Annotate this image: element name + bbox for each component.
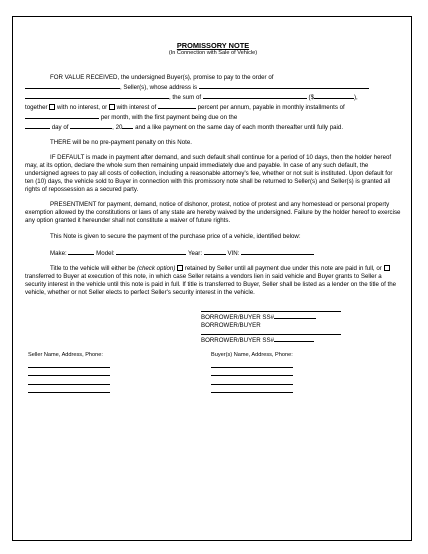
terms-text: with interest of	[116, 103, 157, 111]
borrower-ss-field[interactable]	[274, 312, 316, 319]
title-text: transferred to Buyer at execution of this note, in which case Seller retains a vendors lien in said vehicle and Buyer grants to Seller a security interest in the vehicle until this note is paid in full. If title is transferred to Buyer, Seller shall be listed as a lender on the title of the vehicle, whether or not Seller elects to perfect Seller's security interest in the vehicle.	[25, 273, 397, 297]
buyer-contact-column	[208, 352, 391, 393]
buyer-contact-line[interactable]	[211, 359, 293, 368]
model-field[interactable]	[116, 248, 186, 255]
title-text: Title to the vehicle will either be	[50, 265, 136, 273]
terms-text: , 20	[112, 123, 123, 131]
make-label: Make:	[50, 250, 67, 257]
terms-text: day of	[51, 123, 69, 131]
promissory-note	[25, 41, 401, 393]
check-option-note: (check option)	[136, 265, 176, 273]
terms-text: together	[25, 103, 48, 111]
installment-amount-blank[interactable]	[25, 112, 99, 119]
borrower-ss-label-2	[201, 335, 361, 345]
document-subtitle: (In Connection with Sale of Vehicle)	[168, 50, 258, 56]
prepayment-paragraph: THERE will be no pre-payment penalty on this Note.	[50, 138, 192, 146]
terms-text: with no interest, or	[56, 103, 108, 111]
seller-contact-column	[25, 352, 208, 393]
terms-text: ),	[354, 93, 358, 101]
terms-text: per month, with the first payment being due on the	[100, 113, 238, 121]
default-paragraph: IF DEFAULT is made in payment after demand, and such default shall continue for a period of 10 days, then the holder hereof may, at its option, declare the whole sum then remaining unpaid immediately due and payable. In case of any such default, the undersigned agrees to pay all costs of collection, including a reasonable attorney's fee, whether or not suit is instituted. Upon default for ten (10) days, the vehicle sold to Buyer in connection with this promissory note shall be returned to Seller(s) and Seller(s) is granted all rights of repossession as a secured party.	[25, 154, 393, 193]
due-month-blank[interactable]	[70, 122, 112, 129]
borrower-ss-label	[201, 312, 361, 322]
terms-text: , the sum of	[169, 93, 202, 101]
seller-address-blank-2[interactable]	[25, 92, 169, 99]
vehicle-identification	[50, 248, 401, 258]
vin-label: VIN:	[227, 250, 240, 257]
vin-field[interactable]	[241, 248, 314, 255]
borrower-ss-text: BORROWER/BUYER SS#	[201, 314, 275, 322]
borrower-ss-text: BORROWER/BUYER SS#	[201, 336, 275, 344]
borrower-label: BORROWER/BUYER	[201, 321, 261, 329]
amount-words-blank[interactable]	[203, 92, 307, 99]
with-interest-checkbox[interactable]	[109, 104, 115, 110]
make-field[interactable]	[68, 248, 94, 255]
buyer-contact-line[interactable]	[211, 368, 293, 377]
buyer-contact-header: Buyer(s) Name, Address, Phone:	[211, 352, 293, 359]
borrower-signature-line[interactable]	[201, 304, 341, 312]
due-day-blank[interactable]	[25, 122, 50, 129]
title-text: retained by Seller until all payment due under this note are paid in full, or	[184, 265, 382, 273]
terms-text: and a like payment on the same day of each month thereafter until fully paid.	[135, 123, 344, 131]
terms-text: FOR VALUE RECEIVED, the undersigned Buyer(s), promise to pay to the order of	[50, 74, 274, 81]
due-year-blank[interactable]	[122, 122, 133, 129]
seller-contact-line[interactable]	[28, 376, 110, 385]
amount-number-blank[interactable]	[314, 92, 354, 99]
title-transferred-checkbox[interactable]	[384, 265, 390, 271]
seller-contact-line[interactable]	[28, 359, 110, 368]
document-title: PROMISSORY NOTE	[176, 41, 250, 50]
seller-address-blank[interactable]	[199, 82, 369, 89]
year-field[interactable]	[204, 248, 226, 255]
presentment-paragraph: PRESENTMENT for payment, demand, notice of dishonor, protest, notice of protest and any homestead or personal property exemption allowed by the constitutions or laws of any state are hereby waived by the undersigned. Failure by the holder hereof to exercise any option granted it hereunder shall not constitute a waiver of future rights.	[25, 201, 401, 225]
payment-terms-paragraph	[25, 74, 401, 131]
interest-rate-blank[interactable]	[158, 102, 196, 109]
no-interest-checkbox[interactable]	[49, 104, 55, 110]
terms-text: ($	[308, 93, 314, 101]
seller-name-blank[interactable]	[25, 82, 120, 89]
seller-contact-header: Seller Name, Address, Phone:	[28, 352, 103, 359]
security-paragraph: This Note is given to secure the payment of the purchase price of a vehicle, identified below:	[50, 232, 301, 240]
year-label: Year:	[187, 250, 203, 257]
seller-contact-line[interactable]	[28, 385, 110, 394]
title-paragraph	[25, 265, 401, 297]
buyer-contact-line[interactable]	[211, 385, 293, 394]
party-contact-section	[25, 352, 401, 393]
title-retained-checkbox[interactable]	[177, 265, 183, 271]
borrower-signature-block	[201, 304, 361, 344]
terms-text: percent per annum, payable in monthly installments of	[197, 103, 345, 111]
terms-text: , Seller(s), whose address is	[120, 83, 198, 91]
borrower-ss-field-2[interactable]	[274, 335, 314, 342]
buyer-contact-line[interactable]	[211, 376, 293, 385]
model-label: Model:	[96, 250, 115, 257]
seller-contact-line[interactable]	[28, 368, 110, 377]
